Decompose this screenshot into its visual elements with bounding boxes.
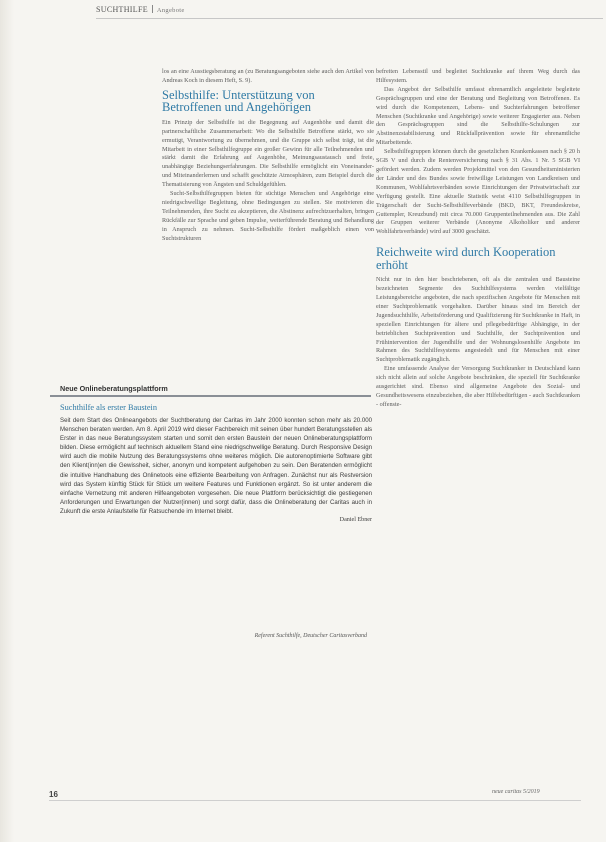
box-author: Daniel Ebner (339, 517, 372, 524)
box-source: Referent Suchthilfe, Deutscher Caritasverband (254, 633, 367, 639)
scan-shadow (0, 0, 14, 842)
header-divider (152, 5, 153, 13)
header-section: SUCHTHILFE (96, 5, 148, 14)
issue-label: neue caritas 5/2019 (492, 789, 540, 795)
section-heading-reichweite: Reichweite wird durch Kooperation erhöht (376, 245, 556, 272)
right-paragraph-4: Nicht nur in den hier beschriebenen, oft als die zentralen und Bausteine bezeichneten Segmente des Suchthilfesystems werden vielfältige Leistungsbereiche angeboten, die nach spezifischen Angebote für Menschen mit einer Suchtproblematik vorgehalten. Darüber hinaus sind im Bereich der Jugendsuchthilfe, Arbeitsförderung und Qualifizierung für Suchtkranke in Haft, in speziellen Einrichtungen für ältere und pflegebedürftige Abhängige, in der betrieblichen Suchtprävention und Suchthilfe, der Suchtprävention und Frühintervention der Jugendhilfe und der Wohnungslosenhilfe Angebote im Rahmen des Suchthilfesystems angesiedelt und für Menschen mit einer Suchtproblematik zugänglich. (376, 276, 580, 364)
right-column (376, 68, 580, 588)
box-title-rule (50, 395, 371, 397)
info-box-onlineberatung (50, 384, 375, 670)
header-subsection: Angebote (156, 7, 185, 14)
box-subtitle: Suchthilfe als erster Baustein (60, 403, 158, 412)
page-number: 16 (49, 790, 58, 799)
right-paragraph-1: befreiten Lebensstil und begleitet Suchtkranke auf ihrem Weg durch das Hilfesystem. (376, 68, 580, 84)
left-paragraph-2: Sucht-Selbsthilfegruppen bieten für süchtige Menschen und Angehörige eine niedrigschwellige Begleitung, ohne Bedingungen zu stellen. Sie motivieren die Teilnehmenden, ihre Sucht zu akzeptieren, die Abstinenz aufrechtzuerhalten, bringen Rückfälle zur Sprache und geben Impulse, weiterführende Beratung und Behandlung in Anspruch zu nehmen. Sucht-Selbsthilfe fördert maßgeblich einen von Suchtstrukturen (162, 190, 374, 242)
right-paragraph-5: Eine umfassende Analyse der Versorgung Suchtkranker in Deutschland kann sich nicht allein auf solche Angebote beschränken, die speziell für Suchtkranke ausgerichtet sind. Ebenso sind allgemeine Angebote des Sozial- und Gesundheitswesens einzubeziehen, die aber Hilfebedürftigen - auch Suchtkranken - offenste- (376, 365, 580, 408)
box-body-text: Seit dem Start des Onlineangebots der Suchtberatung der Caritas im Jahr 2000 konnten schon mehr als 20.000 Menschen beraten werden. Am 8. April 2019 wird dieser Fachbereich mit seinen über hundert Beratungsstellen als Erster in das neue Beratungssystem starten und somit den ersten Baustein der neuen Onlineberatungsplattform bilden. Diese ermöglicht auf technisch aktuellem Stand eine niedrigschwellige Beratung. Durch Responsive Design wird auch die mobile Nutzung des Beratungssystems ohne weiteres möglich. Die autorenoptimierte Software gibt den Klient(inn)en die Gewissheit, sicher, anonym und kompetent aufgehoben zu sein. Den Beratenden ermöglicht die intuitive Handhabung des Onlinetools eine effiziente Bearbeitung von Anfragen. Zunächst nur als Restversion wird das System künftig Stück für Stück um weitere Features und Funktionen ergänzt. So ist unter anderem die einfache Vernetzung mit anderen Hilfeangeboten vorgesehen. Die neue Plattform berücksichtigt die gestiegenen Anforderungen und Erwartungen der Nutzer(innen) und sorgt dafür, dass die Onlineberatung der Caritas auch in Zukunft die erste Anlaufstelle für Ratsuchende im Internet bleibt. (60, 417, 372, 515)
section-heading-selbsthilfe: Selbsthilfe: Unterstützung von Betroffenen und Angehörigen (162, 87, 315, 115)
left-column (162, 68, 374, 368)
left-paragraph-1: Ein Prinzip der Selbsthilfe ist die Begegnung auf Augenhöhe und damit die partnerschaftliche Zusammenarbeit: Wo die Selbsthilfe Betroffene stärkt, wo sie ermutigt, Verantwortung zu übernehmen, und die Gruppe sich selbst trägt, ist die Mitarbeit in einer Selbsthilfegruppe ein großer Gewinn für alle Teilnehmenden und stärkt damit die Erfahrung auf Augenhöhe, Meinungsaustausch und freie, unabhängige Beziehungserfahrungen. Die Selbsthilfe ermöglicht ein Voneinander- und Miteinanderlernen und schafft geschützte Atmosphären, zum Beispiel durch die Thematisierung von Ängsten und Schuldgefühlen. (162, 118, 374, 189)
box-body (60, 416, 372, 525)
box-title: Neue Onlineberatungsplattform (60, 384, 168, 393)
footer-rule (49, 800, 581, 801)
header-rule (96, 18, 603, 19)
left-intro-paragraph: los an eine Ausstiegsberatung an (zu Beratungsangeboten siehe auch den Artikel von Andreas Koch in diesem Heft, S. 9). (162, 68, 374, 84)
running-header (96, 5, 296, 18)
right-paragraph-3: Selbsthilfegruppen können durch die gesetzlichen Krankenkassen nach § 20 h SGB V und durch die Rentenversicherung nach § 31 Abs. 1 Nr. 5 SGB VI gefördert werden. Zudem werden Projektmittel von den Gesundheitsministerien der Länder und des Bundes sowie freiwillige Leistungen von Landkreisen und Kommunen, Wohlfahrtsverbänden sowie Einrichtungen der Privatwirtschaft zur Verfügung gestellt. Eine aktuelle Statistik weist 4110 Selbsthilfegruppen in Trägerschaft der Sucht-Selbsthilfeverbände (BKD, BKT, Freundeskreise, Guttempler, Kreuzbund) mit circa 70.000 Gruppenteilnehmenden aus. Die Zahl der Gruppen weiterer Verbände (Anonyme Alkoholiker und anderer Wohlfahrtsverbände) wird auf 3000 geschätzt. (376, 148, 580, 236)
right-paragraph-2: Das Angebot der Selbsthilfe umfasst ehrenamtlich angeleitete begleitete Gesprächsgruppen und eine der Beratung und Begleitung von Betroffenen. Es wird durch die Kompetenzen, Lebens- und Suchterfahrungen betroffener Menschen (Suchtkranke und Angehörige) sowie weiterer Engagierter aus. Neben den Gesprächsgruppen sind die Selbsthilfe-Schulungen zur Abstinenzstabilisierung und Rückfallprävention sowie für ehrenamtliche Mitarbeitende. (376, 85, 580, 147)
